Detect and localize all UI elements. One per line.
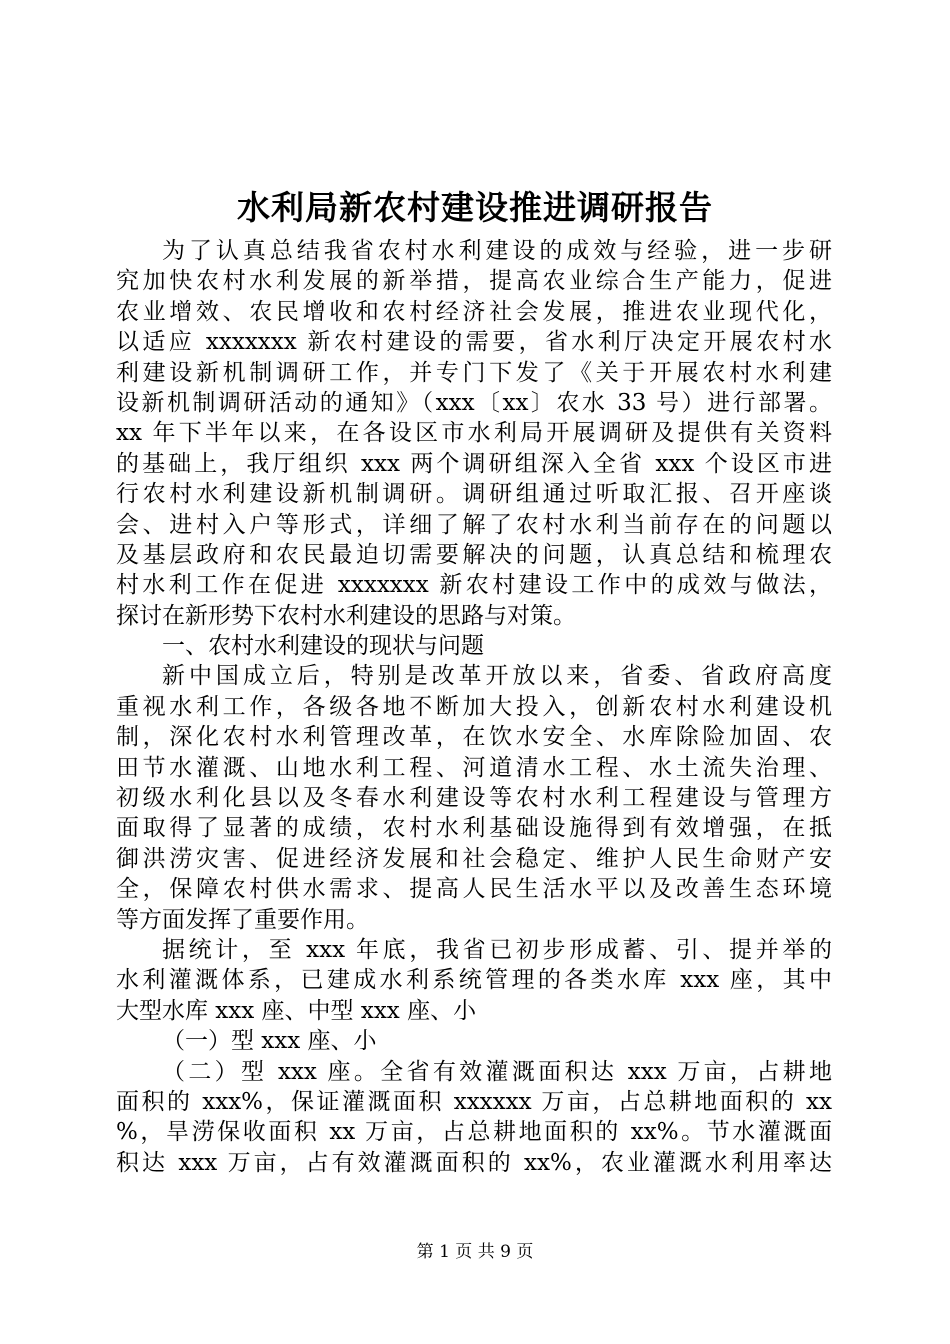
text-line: 制，深化农村水利管理改革，在饮水安全、水库除险加固、农: [116, 724, 832, 751]
text-line: 的基础上，我厅组织 xxx 两个调研组深入全省 xxx 个设区市进: [116, 450, 832, 477]
text-line: 田节水灌溉、山地水利工程、河道清水工程、水土流失治理、: [116, 754, 832, 781]
text-line: 及基层政府和农民最迫切需要解决的问题，认真总结和梳理农: [116, 541, 832, 568]
text-line: 面积的 xxx%，保证灌溉面积 xxxxxx 万亩，占总耕地面积的 xx: [116, 1088, 832, 1115]
text-line: xx 年下半年以来，在各设区市水利局开展调研及提供有关资料: [116, 420, 832, 447]
text-line: 面取得了显著的成绩，农村水利基础设施得到有效增强，在抵: [116, 815, 832, 842]
text-line: 探讨在新形势下农村水利建设的思路与对策。: [116, 602, 576, 629]
page-number-footer: 第 1 页 共 9 页: [416, 1242, 534, 1262]
text-line: 为了认真总结我省农村水利建设的成效与经验，进一步研: [162, 238, 832, 264]
text-line: 村水利工作在促进 xxxxxxx 新农村建设工作中的成效与做法，: [116, 572, 832, 599]
text-line: 积达 xxx 万亩，占有效灌溉面积的 xx%，农业灌溉水利用率达: [116, 1149, 832, 1176]
text-line: 新中国成立后，特别是改革开放以来，省委、省政府高度: [162, 663, 832, 690]
text-line: 行农村水利建设新机制调研。调研组通过听取汇报、召开座谈: [116, 481, 832, 508]
text-line: 大型水库 xxx 座、中型 xxx 座、小: [116, 997, 477, 1024]
text-line: %，旱涝保收面积 xx 万亩，占总耕地面积的 xx%。节水灌溉面: [116, 1119, 832, 1146]
text-line: 会、进村入户等形式，详细了解了农村水利当前存在的问题以: [116, 511, 832, 538]
text-line: 初级水利化县以及冬春水利建设等农村水利工程建设与管理方: [116, 785, 832, 812]
text-line: （一）型 xxx 座、小: [162, 1028, 377, 1055]
text-line: 御洪涝灾害、促进经济发展和社会稳定、维护人民生命财产安: [116, 845, 832, 872]
text-line: 全，保障农村供水需求、提高人民生活水平以及改善生态环境: [116, 876, 832, 903]
text-line: 农业增效、农民增收和农村经济社会发展，推进农业现代化，: [116, 298, 832, 325]
text-line: 重视水利工作，各级各地不断加大投入，创新农村水利建设机: [116, 693, 832, 720]
text-line: 据统计，至 xxx 年底，我省已初步形成蓄、引、提并举的: [162, 936, 832, 963]
text-line: 究加快农村水利发展的新举措，提高农业综合生产能力，促进: [116, 268, 832, 295]
text-line: 以适应 xxxxxxx 新农村建设的需要，省水利厅决定开展农村水: [116, 329, 832, 356]
text-line: 利建设新机制调研工作，并专门下发了《关于开展农村水利建: [116, 359, 832, 386]
document-body: [116, 236, 832, 1178]
text-line: 设新机制调研活动的通知》（xxx〔xx〕农水 33 号）进行部署。: [116, 389, 832, 416]
text-line: 等方面发挥了重要作用。: [116, 906, 369, 933]
document-title: 水利局新农村建设推进调研报告: [237, 188, 713, 227]
section-heading: 一、农村水利建设的现状与问题: [162, 633, 484, 660]
text-line: （二）型 xxx 座。全省有效灌溉面积达 xxx 万亩，占耕地: [162, 1058, 832, 1085]
text-line: 水利灌溉体系，已建成水利系统管理的各类水库 xxx 座，其中: [116, 967, 832, 994]
